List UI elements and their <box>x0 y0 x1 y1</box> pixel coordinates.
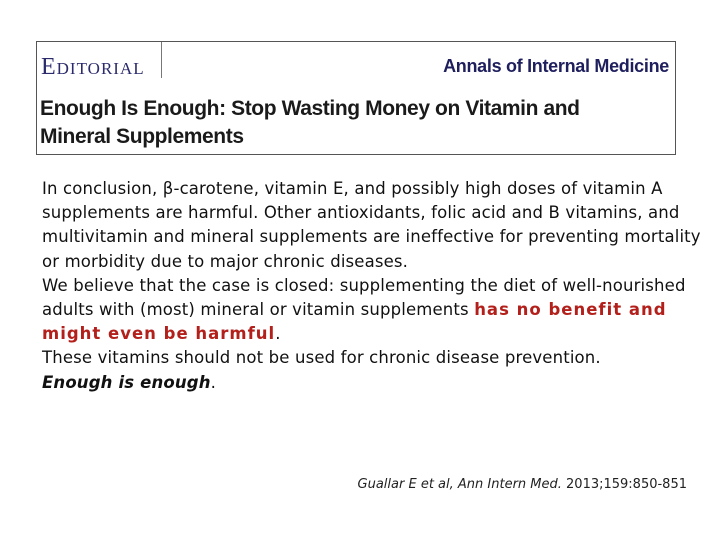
headline-line-2: Mineral Supplements <box>40 125 244 148</box>
journal-title: Annals of Internal Medicine <box>443 56 669 76</box>
citation <box>358 477 687 492</box>
case-closed-end: . <box>275 324 281 344</box>
paragraph-recommendation: These vitamins should not be used for chronic disease prevention. <box>42 348 601 368</box>
article-headline <box>40 95 600 151</box>
emphasis-harmful: has no benefit and might even be harmful <box>42 300 667 344</box>
paragraph-case-closed <box>42 274 702 347</box>
kicker-divider <box>161 42 162 78</box>
citation-authors: Guallar E et al, Ann Intern Med. <box>357 477 562 492</box>
paragraph-closing <box>42 371 702 395</box>
editorial-kicker: Editorial <box>41 55 145 79</box>
headline-line-1: Enough Is Enough: Stop Wasting Money on Vitamin and <box>40 97 580 120</box>
case-closed-text: We believe that the case is closed: supplementing the diet of well-nourished adults with (most) mineral or vitamin supplements <box>42 275 686 320</box>
closing-end: . <box>210 372 217 392</box>
closing-phrase: Enough is enough <box>42 372 211 392</box>
paragraph-conclusion: In conclusion, β-carotene, vitamin E, and possibly high doses of vitamin A supplements are harmful. Other antioxidants, folic acid and B vitamins, and multivitamin and mineral supplements are ineffective for preventing mortality or morbidity due to major chronic diseases. <box>42 179 701 271</box>
quote-body <box>42 177 702 395</box>
citation-year-pages: 2013;159:850-851 <box>561 477 687 492</box>
editorial-header <box>36 41 676 155</box>
